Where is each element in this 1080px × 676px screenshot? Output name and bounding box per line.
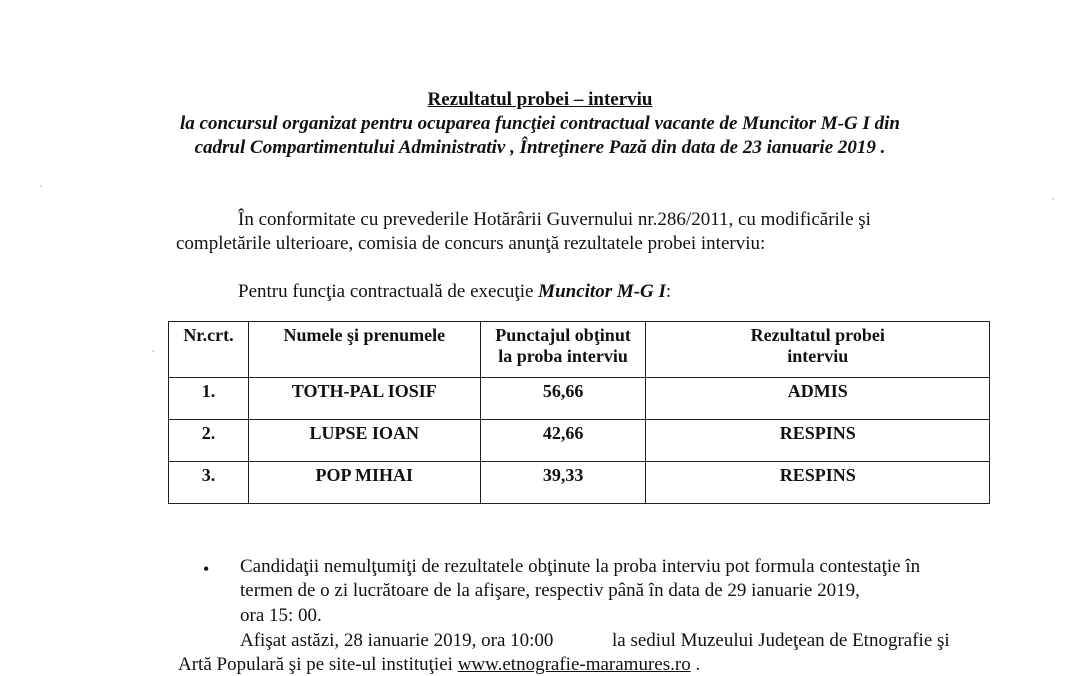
scan-speck (40, 185, 42, 187)
page-title: Rezultatul probei – interviu (427, 89, 653, 110)
header-name: Numele şi prenumele (248, 322, 480, 378)
results-table (168, 321, 990, 504)
header-nr: Nr.crt. (169, 322, 249, 378)
bullet-icon: • (203, 559, 210, 579)
intro-line-2: completările ulterioare, comisia de concurs anunţă rezultatele probei interviu: (176, 233, 766, 254)
row-nr: 1. (169, 378, 249, 420)
row-score: 56,66 (480, 378, 646, 420)
position-name: Muncitor M-G I (538, 281, 666, 302)
scan-speck (1052, 198, 1054, 200)
row-name: POP MIHAI (248, 462, 480, 504)
table-header-row (169, 322, 990, 378)
table-row (169, 462, 990, 504)
website-link[interactable]: www.etnografie-maramures.ro (457, 654, 691, 675)
intro-line-1: În conformitate cu prevederile Hotărârii Guvernului nr.286/2011, cu modificările şi (238, 209, 871, 230)
posted-date: Afişat astăzi, 28 ianuarie 2019, ora 10:00 (240, 630, 554, 651)
row-nr: 3. (169, 462, 249, 504)
header-result: Rezultatul probei interviu (646, 322, 990, 378)
position-line (238, 281, 671, 303)
subtitle-line-2: cadrul Compartimentului Administrativ , Întreţinere Pază din data de 23 ianuarie 2019 . (194, 137, 886, 158)
header-score: Punctajul obţinut la proba interviu (480, 322, 646, 378)
position-suffix: : (665, 281, 672, 302)
scan-speck (152, 350, 154, 352)
posted-line-2: Artă Populară şi pe site-ul instituţiei www.etnografie-maramures.ro . (178, 654, 701, 675)
row-score: 42,66 (480, 420, 646, 462)
table-row (169, 420, 990, 462)
notice-line-2: termen de o zi lucrătoare de la afişare, respectiv până în data de 29 ianuarie 2019, (240, 580, 860, 601)
row-result: RESPINS (646, 462, 990, 504)
row-result: ADMIS (646, 378, 990, 420)
subtitle-line-1: la concursul organizat pentru ocuparea funcţiei contractual vacante de Muncitor M-G I din (180, 113, 900, 134)
posted-location: la sediul Muzeului Judeţean de Etnografie şi (612, 630, 950, 651)
notice-line-1: Candidaţii nemulţumiţi de rezultatele obţinute la proba interviu pot formula contestaţie în (240, 556, 921, 577)
notice-line-3: ora 15: 00. (240, 605, 322, 626)
row-score: 39,33 (480, 462, 646, 504)
position-prefix: Pentru funcţia contractuală de execuţie (238, 281, 539, 302)
row-nr: 2. (169, 420, 249, 462)
row-name: TOTH-PAL IOSIF (248, 378, 480, 420)
row-name: LUPSE IOAN (248, 420, 480, 462)
row-result: RESPINS (646, 420, 990, 462)
table-row (169, 378, 990, 420)
